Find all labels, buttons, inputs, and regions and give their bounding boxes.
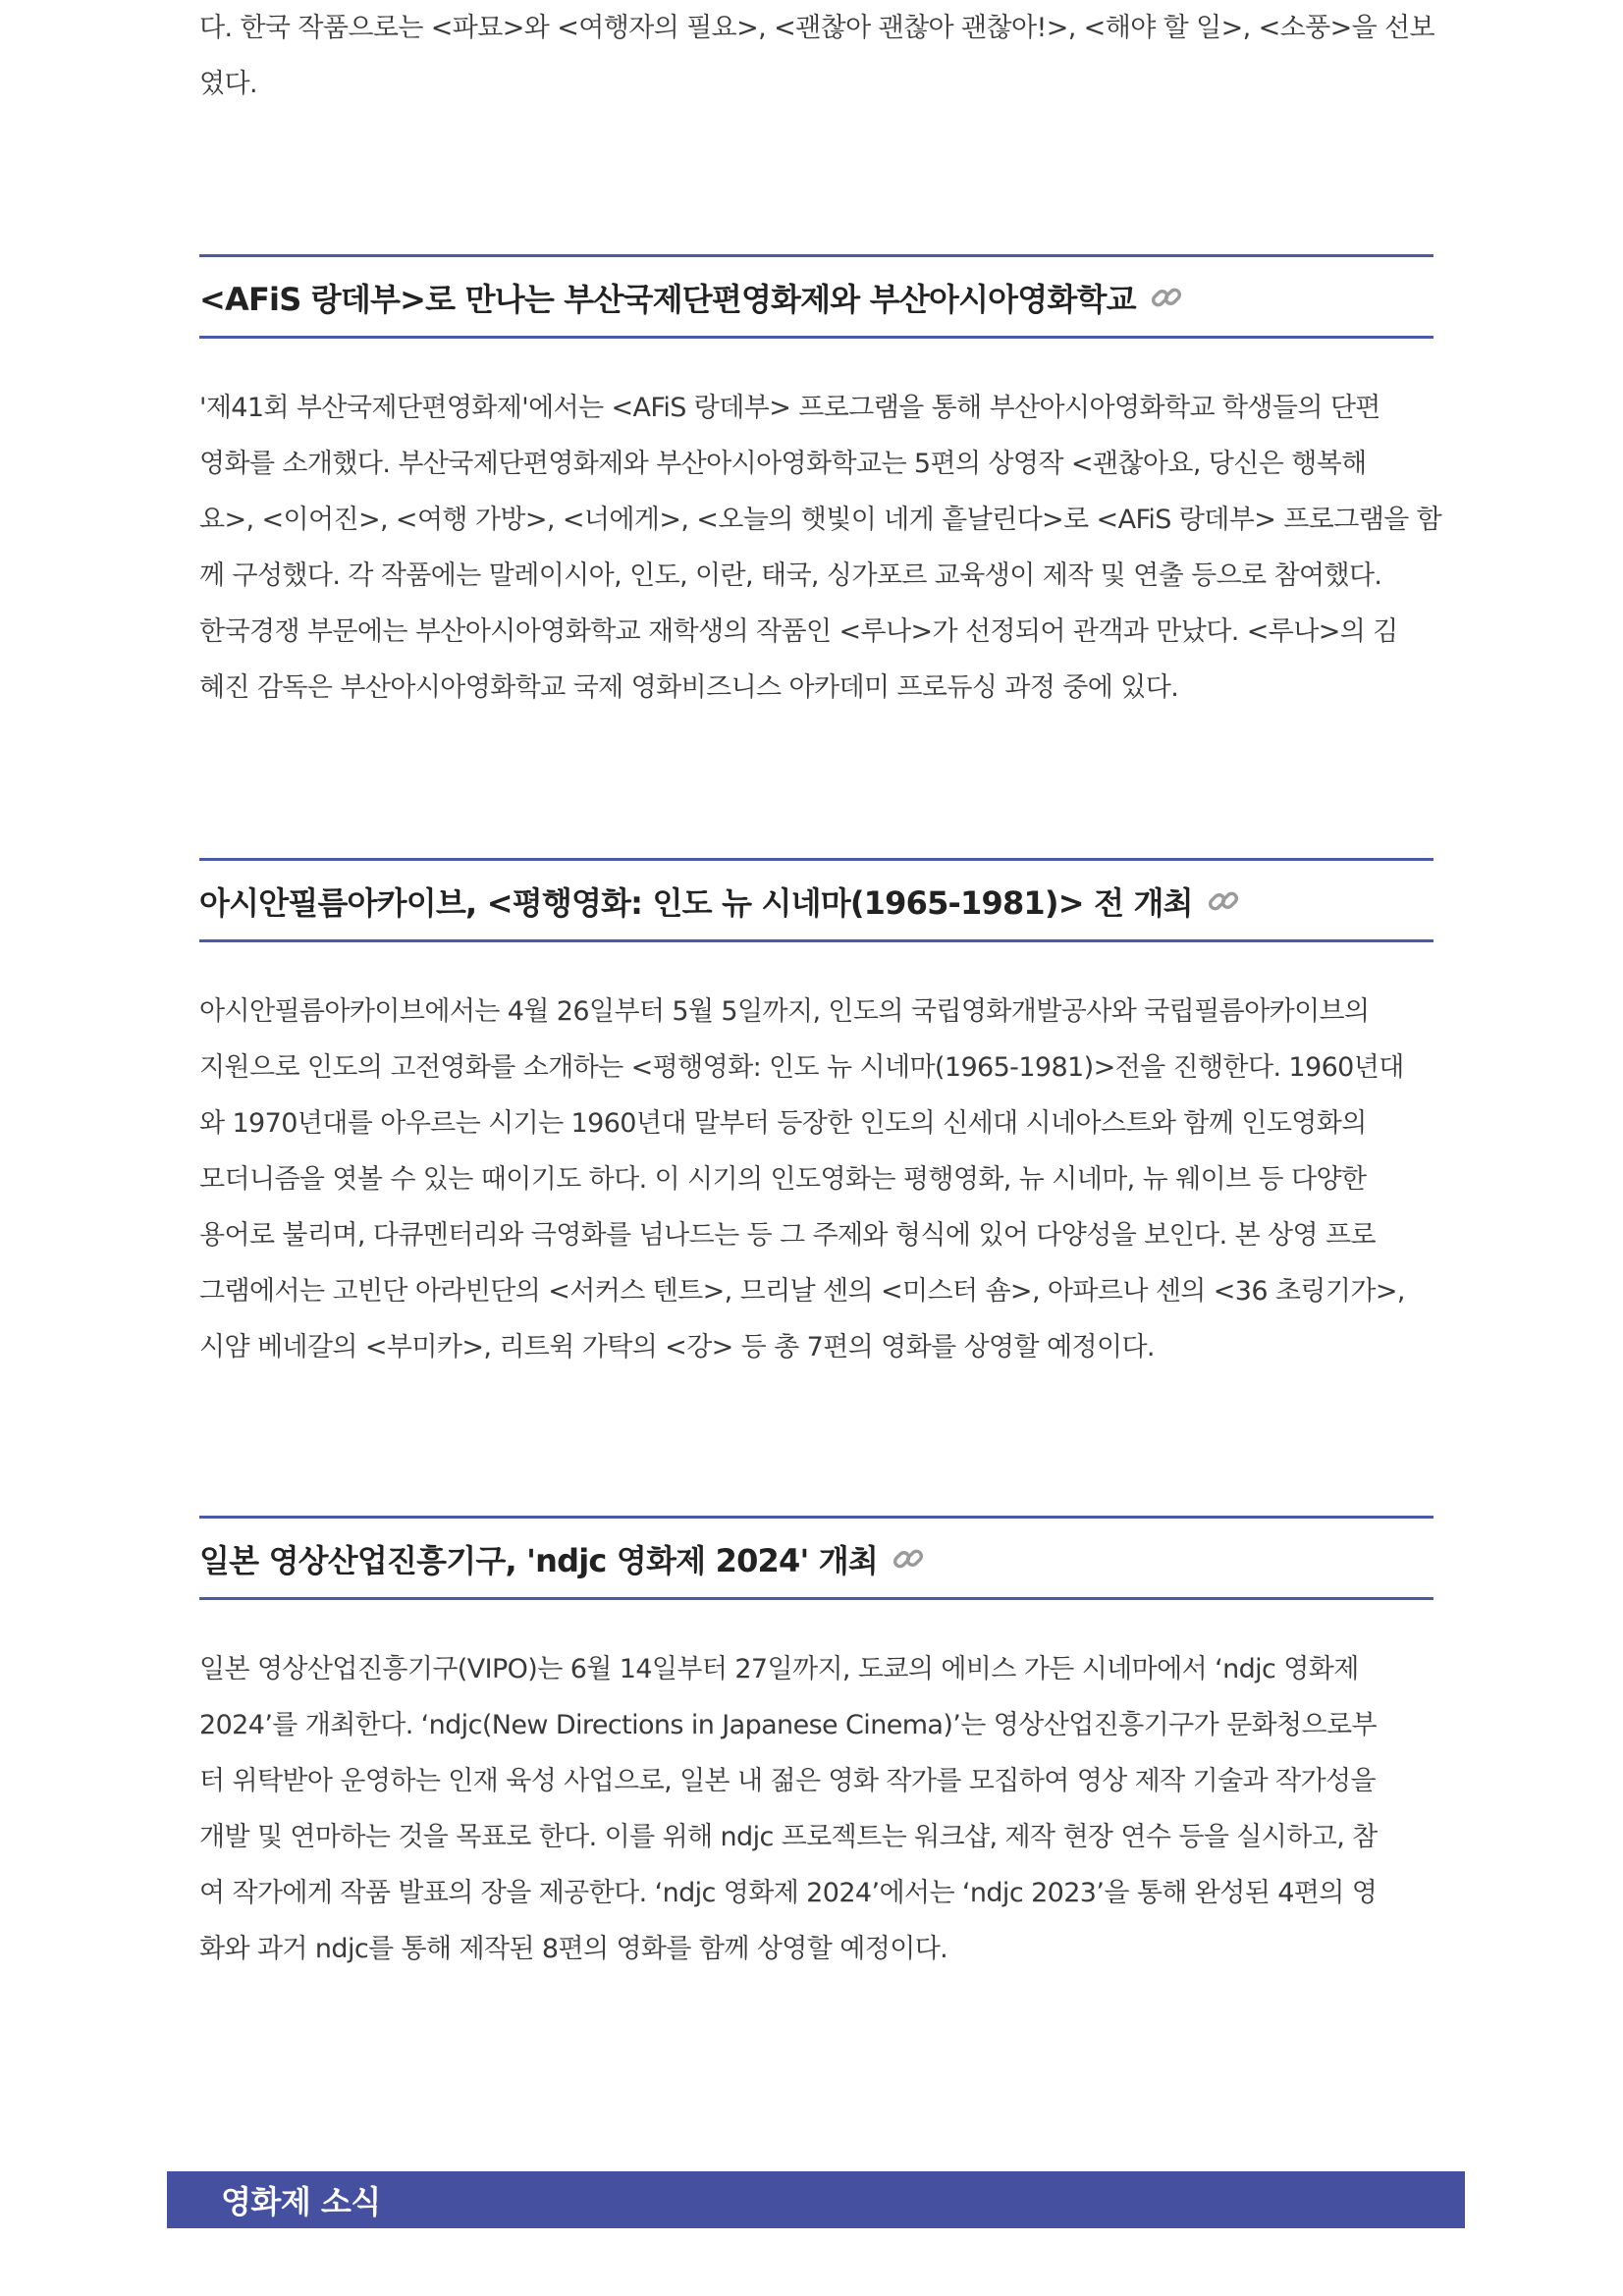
link-icon[interactable] bbox=[1207, 884, 1240, 918]
paragraph-line: 였다. bbox=[199, 69, 257, 99]
section-top-rule bbox=[199, 254, 1434, 257]
section-top-rule bbox=[199, 1516, 1434, 1519]
paragraph-line: 시얌 베네갈의 <부미카>, 리트윅 가탁의 <강> 등 총 7편의 영화를 상영할 예정이다. bbox=[199, 1332, 1155, 1362]
paragraph-line: 모더니즘을 엿볼 수 있는 때이기도 하다. 이 시기의 인도영화는 평행영화, 뉴 시네마, 뉴 웨이브 등 다양한 bbox=[199, 1164, 1367, 1195]
link-icon[interactable] bbox=[892, 1542, 925, 1575]
section-body-ndjc bbox=[199, 1641, 1434, 1977]
link-icon[interactable] bbox=[1150, 281, 1183, 314]
paragraph-line: 지원으로 인도의 고전영화를 소개하는 <평행영화: 인도 뉴 시네마(1965-1981)>전을 진행한다. 1960년대 bbox=[199, 1052, 1404, 1083]
paragraph-line: 여 작가에게 작품 발표의 장을 제공한다. ‘ndjc 영화제 2024’에서는 ‘ndjc 2023’을 통해 완성된 4편의 영 bbox=[199, 1878, 1378, 1908]
section-title: 일본 영상산업진흥기구, 'ndjc 영화제 2024' 개최 bbox=[199, 1542, 879, 1579]
section-body-afis bbox=[199, 380, 1442, 716]
section-label-band bbox=[167, 2171, 1465, 2228]
paragraph-line: 영화를 소개했다. 부산국제단편영화제와 부산아시아영화학교는 5편의 상영작 <괜찮아요, 당신은 행복해 bbox=[199, 449, 1367, 479]
section-title: <AFiS 랑데부>로 만나는 부산국제단편영화제와 부산아시아영화학교 bbox=[199, 281, 1136, 318]
paragraph-line: 개발 및 연마하는 것을 목표로 한다. 이를 위해 ndjc 프로젝트는 워크샵, 제작 현장 연수 등을 실시하고, 참 bbox=[199, 1822, 1378, 1852]
paragraph-line: 용어로 불리며, 다큐멘터리와 극영화를 넘나드는 등 그 주제와 형식에 있어 다양성을 보인다. 본 상영 프로 bbox=[199, 1220, 1376, 1251]
paragraph-line: 께 구성했다. 각 작품에는 말레이시아, 인도, 이란, 태국, 싱가포르 교육생이 제작 및 연출 등으로 참여했다. bbox=[199, 561, 1382, 591]
paragraph-line: 2024’를 개최한다. ‘ndjc(New Directions in Japanese Cinema)’는 영상산업진흥기구가 문화청으로부 bbox=[199, 1710, 1377, 1740]
section-body-asian-film-archive bbox=[199, 984, 1434, 1375]
section-bottom-rule bbox=[199, 336, 1434, 339]
section-bottom-rule bbox=[199, 1597, 1434, 1600]
paragraph-line: 와 1970년대를 아우르는 시기는 1960년대 말부터 등장한 인도의 신세대 시네아스트와 함께 인도영화의 bbox=[199, 1108, 1367, 1139]
section-top-rule bbox=[199, 858, 1434, 861]
paragraph-line: 아시안필름아카이브에서는 4월 26일부터 5월 5일까지, 인도의 국립영화개발공사와 국립필름아카이브의 bbox=[199, 996, 1370, 1027]
section-bottom-rule bbox=[199, 939, 1434, 942]
paragraph-line: 요>, <이어진>, <여행 가방>, <너에게>, <오늘의 햇빛이 네게 흩날린다>로 <AFiS 랑데부> 프로그램을 함 bbox=[199, 505, 1442, 535]
section-heading-ndjc bbox=[199, 1520, 1434, 1598]
paragraph-line: 화와 과거 ndjc를 통해 제작된 8편의 영화를 함께 상영할 예정이다. bbox=[199, 1934, 948, 1964]
paragraph-line: 일본 영상산업진흥기구(VIPO)는 6월 14일부터 27일까지, 도쿄의 에비스 가든 시네마에서 ‘ndjc 영화제 bbox=[199, 1654, 1359, 1684]
paragraph-line: 다. 한국 작품으로는 <파묘>와 <여행자의 필요>, <괜찮아 괜찮아 괜찮아!>, <해야 할 일>, <소풍>을 선보 bbox=[199, 13, 1435, 43]
section-title: 아시안필름아카이브, <평행영화: 인도 뉴 시네마(1965-1981)> 전 개최 bbox=[199, 884, 1193, 922]
paragraph-line: 터 위탁받아 운영하는 인재 육성 사업으로, 일본 내 젊은 영화 작가를 모집하여 영상 제작 기술과 작가성을 bbox=[199, 1766, 1376, 1796]
intro-paragraph bbox=[199, 0, 1434, 112]
section-heading-asian-film-archive bbox=[199, 862, 1434, 940]
paragraph-line: '제41회 부산국제단편영화제'에서는 <AFiS 랑데부> 프로그램을 통해 부산아시아영화학교 학생들의 단편 bbox=[199, 393, 1380, 423]
section-heading-afis bbox=[199, 258, 1434, 337]
paragraph-line: 한국경쟁 부문에는 부산아시아영화학교 재학생의 작품인 <루나>가 선정되어 관객과 만났다. <루나>의 김 bbox=[199, 616, 1398, 647]
paragraph-line: 그램에서는 고빈단 아라빈단의 <서커스 텐트>, 므리날 센의 <미스터 숌>, 아파르나 센의 <36 초링기가>, bbox=[199, 1276, 1405, 1307]
footer-section-label: 영화제 소식 bbox=[221, 2183, 381, 2220]
paragraph-line: 혜진 감독은 부산아시아영화학교 국제 영화비즈니스 아카데미 프로듀싱 과정 중에 있다. bbox=[199, 672, 1179, 703]
